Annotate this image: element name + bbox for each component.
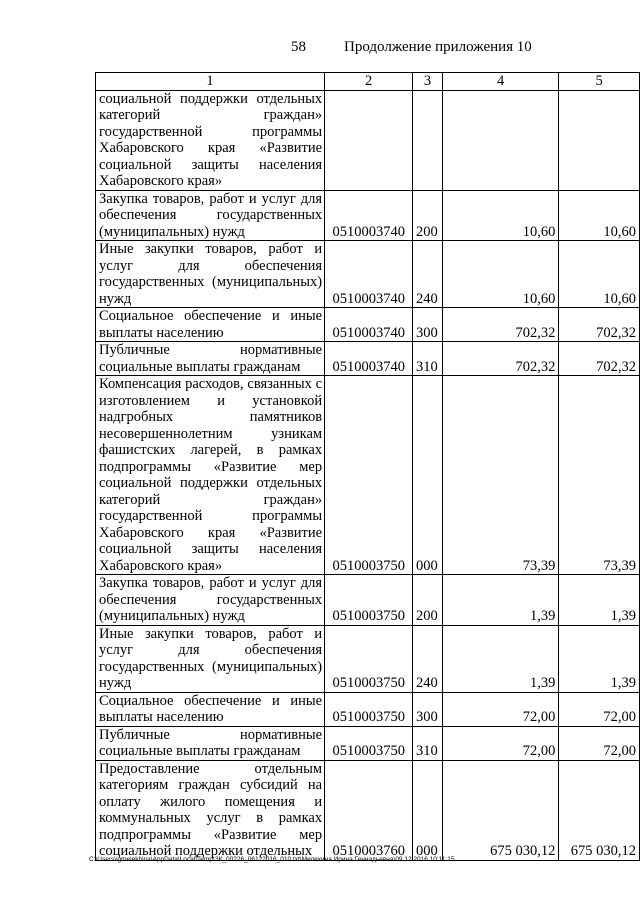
row-name-cell: Публичные нормативные социальные выплаты гражданам [96, 726, 325, 760]
amount-cell: 10,60 [443, 190, 559, 241]
column-header: 1 [96, 73, 325, 91]
expense-type-cell: 240 [413, 241, 443, 308]
amount-cell: 1,39 [559, 625, 640, 692]
amount-cell [559, 90, 640, 190]
row-name-cell: Публичные нормативные социальные выплаты гражданам [96, 342, 325, 376]
column-header: 2 [325, 73, 413, 91]
table-row [96, 575, 640, 626]
table-row [96, 376, 640, 575]
amount-cell: 702,32 [559, 308, 640, 342]
amount-cell: 702,32 [559, 342, 640, 376]
amount-cell: 1,39 [443, 575, 559, 626]
target-article-code-cell: 0510003760 [325, 760, 413, 860]
amount-cell: 1,39 [443, 625, 559, 692]
target-article-code-cell: 0510003750 [325, 726, 413, 760]
budget-table [95, 72, 640, 861]
table-row [96, 241, 640, 308]
amount-cell: 675 030,12 [559, 760, 640, 860]
amount-cell: 702,32 [443, 308, 559, 342]
amount-cell: 72,00 [559, 726, 640, 760]
amount-cell: 73,39 [443, 376, 559, 575]
target-article-code-cell: 0510003740 [325, 342, 413, 376]
table-row [96, 342, 640, 376]
expense-type-cell: 300 [413, 692, 443, 726]
target-article-code-cell: 0510003750 [325, 625, 413, 692]
target-article-code-cell: 0510003740 [325, 308, 413, 342]
expense-type-cell: 000 [413, 760, 443, 860]
amount-cell: 10,60 [559, 241, 640, 308]
row-name-cell: Социальное обеспечение и иные выплаты населению [96, 308, 325, 342]
target-article-code-cell [325, 90, 413, 190]
row-name-cell: Закупка товаров, работ и услуг для обеспечения государственных (муниципальных) нужд [96, 190, 325, 241]
target-article-code-cell: 0510003750 [325, 376, 413, 575]
file-path-footer: C:\Users\igmelekhina\AppData\Local\Temp\ЗК_00226_06122016_010.txt\Мелехина Ирина Геннадьевна\09.12.2016 10:11:15 [89, 856, 455, 863]
amount-cell [443, 90, 559, 190]
table-header-row [96, 73, 640, 91]
row-name-cell: Иные закупки товаров, работ и услуг для обеспечения государственных (муниципальных) нужд [96, 241, 325, 308]
row-name-cell: Компенсация расходов, связанных с изготовлением и установкой надгробных памятников несовершеннолетним узникам фашистских лагерей, в рамках подпрограммы «Развитие мер социальной поддержки отдельных категорий граждан» государственной программы Хабаровского края «Развитие социальной защиты населения Хабаровского края» [96, 376, 325, 575]
row-name-cell: Иные закупки товаров, работ и услуг для обеспечения государственных (муниципальных) нужд [96, 625, 325, 692]
table-row [96, 692, 640, 726]
target-article-code-cell: 0510003740 [325, 241, 413, 308]
amount-cell: 702,32 [443, 342, 559, 376]
expense-type-cell: 310 [413, 726, 443, 760]
expense-type-cell [413, 90, 443, 190]
table-row [96, 760, 640, 860]
target-article-code-cell: 0510003740 [325, 190, 413, 241]
amount-cell: 675 030,12 [443, 760, 559, 860]
table-row [96, 625, 640, 692]
expense-type-cell: 200 [413, 190, 443, 241]
row-name-cell: социальной поддержки отдельных категорий граждан» государственной программы Хабаровского края «Развитие социальной защиты населения Хабаровского края» [96, 90, 325, 190]
amount-cell: 1,39 [559, 575, 640, 626]
row-name-cell: Предоставление отдельным категориям граждан субсидий на оплату жилого помещения и коммунальных услуг в рамках подпрограммы «Развитие мер социальной поддержки отдельных [96, 760, 325, 860]
amount-cell: 10,60 [443, 241, 559, 308]
column-header: 5 [559, 73, 640, 91]
row-name-cell: Социальное обеспечение и иные выплаты населению [96, 692, 325, 726]
row-name-cell: Закупка товаров, работ и услуг для обеспечения государственных (муниципальных) нужд [96, 575, 325, 626]
column-header: 3 [413, 73, 443, 91]
amount-cell: 72,00 [443, 726, 559, 760]
target-article-code-cell: 0510003750 [325, 692, 413, 726]
amount-cell: 72,00 [559, 692, 640, 726]
table-row [96, 90, 640, 190]
page-number: 58 [291, 39, 306, 55]
expense-type-cell: 200 [413, 575, 443, 626]
target-article-code-cell: 0510003750 [325, 575, 413, 626]
column-header: 4 [443, 73, 559, 91]
amount-cell: 72,00 [443, 692, 559, 726]
expense-type-cell: 240 [413, 625, 443, 692]
table-row [96, 190, 640, 241]
amount-cell: 10,60 [559, 190, 640, 241]
table-row [96, 308, 640, 342]
table-row [96, 726, 640, 760]
expense-type-cell: 300 [413, 308, 443, 342]
expense-type-cell: 310 [413, 342, 443, 376]
expense-type-cell: 000 [413, 376, 443, 575]
continuation-title: Продолжение приложения 10 [344, 39, 532, 55]
amount-cell: 73,39 [559, 376, 640, 575]
